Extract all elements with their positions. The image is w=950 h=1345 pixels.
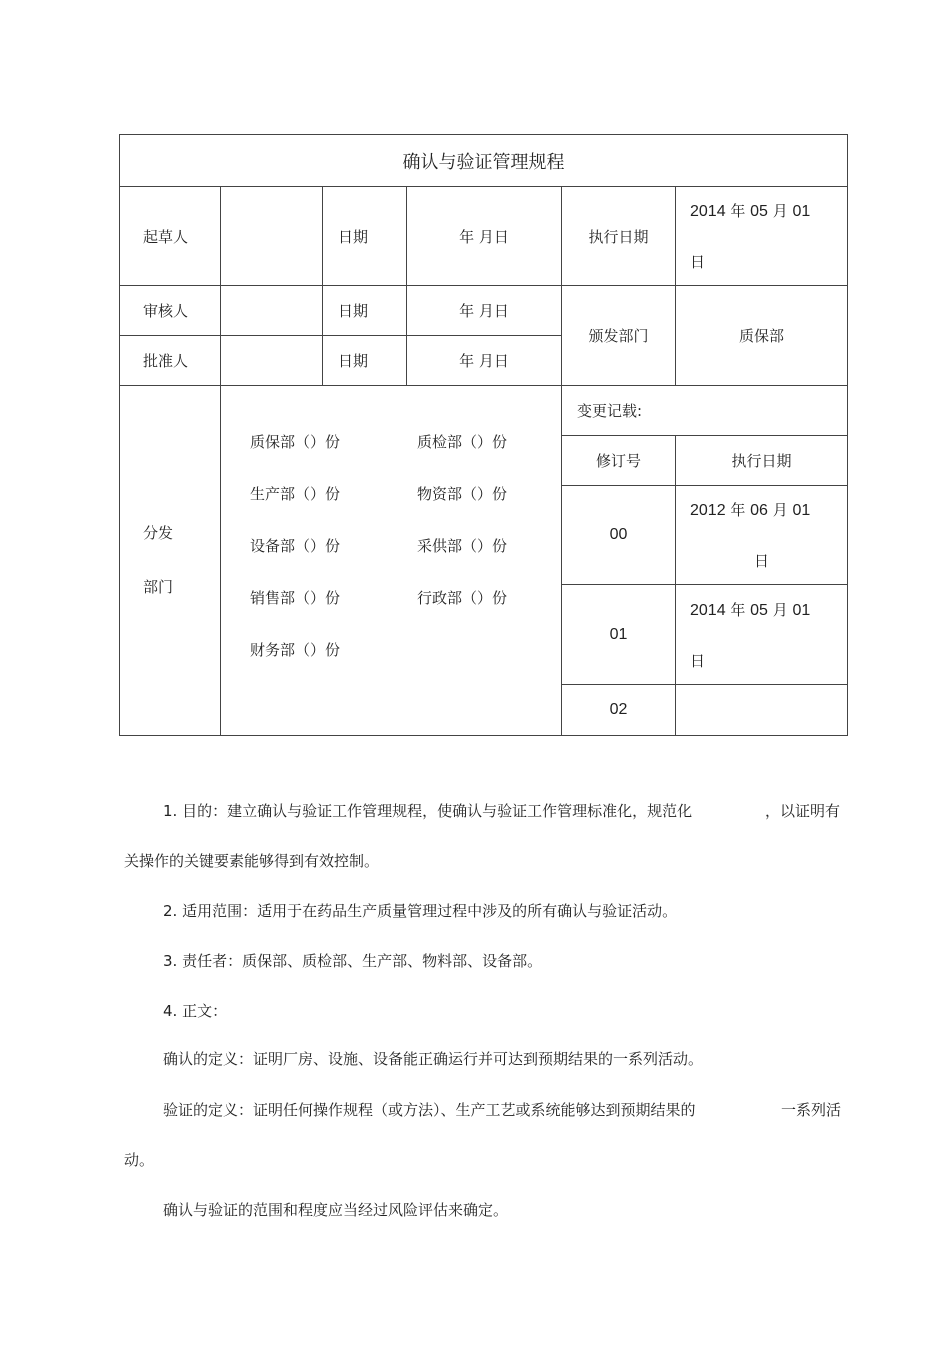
- reviewer-label: 审核人: [143, 302, 189, 320]
- drafter-label: 起草人: [143, 227, 189, 246]
- dist-item-quality-control: 质检部（）份: [417, 433, 508, 451]
- approve-date-value: 年 月日: [459, 352, 509, 370]
- section-2-scope: 2. 适用范围：适用于在药品生产质量管理过程中涉及的所有确认与验证活动。: [163, 902, 678, 920]
- revision-number-01: 01: [609, 625, 628, 643]
- approver-label: 批准人: [143, 352, 189, 370]
- section-3-responsibility: 3. 责任者：质保部、质检部、生产部、物料部、设备部。: [163, 952, 543, 970]
- distribution-label-line1: 分发: [143, 524, 174, 542]
- exec-date-label: 执行日期: [588, 227, 649, 246]
- issue-dept-value: 质保部: [738, 327, 784, 345]
- section-1-purpose-line2: 关操作的关键要素能够得到有效控制。: [124, 852, 380, 870]
- revision-header: 修订号: [595, 452, 641, 470]
- dist-item-finance: 财务部（）份: [250, 641, 341, 659]
- issue-dept-label: 颁发部门: [588, 327, 649, 345]
- dist-item-materials: 物资部（）份: [417, 485, 508, 503]
- draft-date-label: 日期: [338, 227, 369, 246]
- review-date-value: 年 月日: [459, 302, 509, 320]
- document-title: 确认与验证管理规程: [402, 151, 565, 173]
- definition-validation-line1: 验证的定义：证明任何操作规程（或方法）、生产工艺或系统能够达到预期结果的: [163, 1101, 696, 1119]
- distribution-label-line2: 部门: [143, 578, 174, 596]
- revision-date-02: [676, 685, 847, 735]
- definition-validation-tail: 一系列活: [781, 1101, 842, 1119]
- dist-item-sales: 销售部（）份: [250, 589, 341, 607]
- definition-validation-line2: 动。: [124, 1151, 155, 1169]
- dist-item-quality-assurance: 质保部（）份: [250, 433, 341, 451]
- section-1-purpose-line1: 1. 目的：建立确认与验证工作管理规程，使确认与验证工作管理标准化，规范化: [163, 802, 693, 820]
- draft-date-value: 年 月日: [459, 227, 509, 246]
- revision-date-01: 2014 年 05 月 01 日: [690, 601, 811, 670]
- approve-date-label: 日期: [338, 352, 369, 370]
- exec-date-value: 2014 年 05 月 01 日: [690, 202, 811, 271]
- revision-number-00: 00: [609, 526, 628, 543]
- scope-risk-statement: 确认与验证的范围和程度应当经过风险评估来确定。: [163, 1201, 509, 1219]
- section-4-content-heading: 4. 正文：: [163, 1002, 228, 1020]
- revision-date-00: 2012 年 06 月 01 日: [690, 501, 811, 570]
- review-date-label: 日期: [338, 302, 369, 320]
- revision-number-02: 02: [609, 701, 628, 718]
- definition-qualification: 确认的定义：证明厂房、设施、设备能正确运行并可达到预期结果的一系列活动。: [163, 1050, 704, 1068]
- revision-date-header: 执行日期: [731, 452, 792, 470]
- drafter-value: [221, 187, 322, 285]
- change-record-label: 变更记载:: [577, 402, 643, 420]
- dist-item-production: 生产部（）份: [250, 485, 341, 503]
- dist-item-administration: 行政部（）份: [417, 589, 508, 607]
- dist-item-equipment: 设备部（）份: [250, 537, 341, 555]
- dist-item-procurement: 采供部（）份: [417, 537, 508, 555]
- section-1-purpose-tail: ，以证明有: [765, 802, 841, 820]
